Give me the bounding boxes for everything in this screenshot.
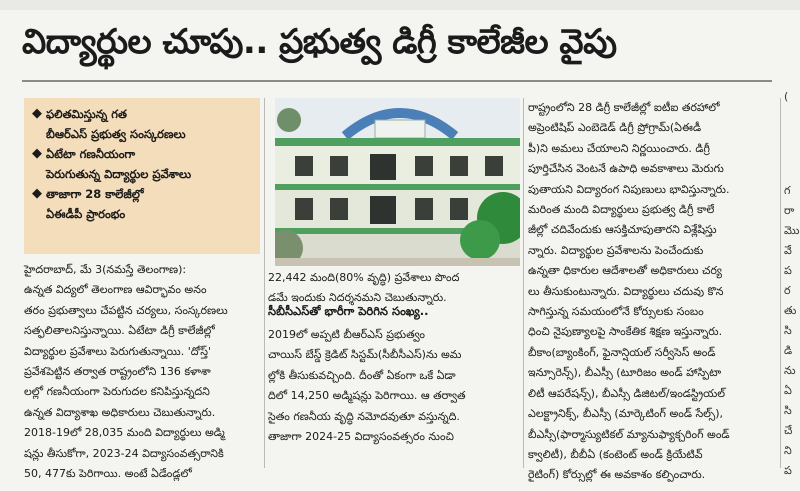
edge-glyph: సి xyxy=(784,404,792,417)
highlight-text: ఏటేటా గణనీయంగా పెరుగుతున్న విద్యార్థుల ప్రవేశాలు xyxy=(46,147,192,181)
article-column-1: హైదరాబాద్, మే 3(నమస్తే తెలంగాణ): ఉన్నత విద్యలో తెలంగాణ ఆవిర్భావం అనం తరం ప్రభుత్వాలు చేపట్టిన చర్యలు, సంస్కరణలు సత్ఫలితాలనిస్తున్నాయి. ఏటేటా డిగ్రీ కాలేజీల్లో విద్యార్థుల ప్రవేశాలు పెరుగుతున్నాయి. 'దోస్త్' ప్రవేశపెట్టిన తర్వాత రాష్ట్రంలోని 136 కళాశా లల్లో గణనీయంగా పెరుగుదల కనిపిస్తున్నదని ఉన్నత విద్యాశాఖ అధికారులు చెబుతున్నారు. 2018-19లో 28,035 మంది విద్యార్థులు అడ్మి షన్లు తీసుకోగా, 2023-24 విద్యాసంవత్సరానికి 50, 477కు పెరిగాయి. అంటే ఏడేండ్లలో xyxy=(24,263,228,481)
subheading: సీబీసీఎస్‌తో భారీగా పెరిగిన సంఖ్య.. xyxy=(268,304,429,318)
headline: విద్యార్థుల చూపు.. ప్రభుత్వ డిగ్రీ కాలేజీల వైపు xyxy=(22,22,617,62)
column-divider xyxy=(780,98,781,468)
highlight-item xyxy=(32,184,252,224)
edge-glyph: తు xyxy=(784,304,797,317)
bullet-icon: ◆ xyxy=(32,106,42,121)
edge-glyph: గ xyxy=(784,184,791,197)
building-illustration xyxy=(275,98,520,266)
edge-glyph: ర xyxy=(784,284,791,297)
edge-glyph: ఏ xyxy=(784,384,792,397)
edge-glyph: మొ xyxy=(784,224,800,237)
edge-glyph: ని xyxy=(784,444,792,457)
bullet-icon: ◆ xyxy=(32,146,42,161)
highlight-text: తాజాగా 28 కాలేజీల్లో ఏఈడీపీ ప్రారంభం xyxy=(46,187,144,221)
edge-glyph: ప xyxy=(784,264,792,277)
edge-glyph: వే xyxy=(784,244,792,257)
headline-rule xyxy=(22,80,772,82)
photo-caption: 22,442 మంది(80% వృద్ధి) ప్రవేశాలు పొంద డమే ఇందుకు నిదర్శనమని చెబుతున్నారు. xyxy=(268,271,460,305)
edge-glyph: చే xyxy=(784,424,793,437)
edge-glyph: డి xyxy=(784,344,793,357)
adjacent-article-edge xyxy=(784,70,800,480)
article-column-2: 2019లో అప్పటి బీఆర్ఎస్ ప్రభుత్వం చాయిస్ బేస్డ్ క్రెడిట్ సిస్టమ్(సీబీసీఎస్)ను అమ ల్లోకి తీసుకువచ్చింది. దీంతో ఏకంగా ఒకే ఏడా దిలో 14,250 అడ్మిషన్లు పెరిగాయి. ఆ తర్వాత సైతం గణనీయ వృద్ధి నమోదవుతూ వస్తున్నది. తాజాగా 2024-25 విద్యాసంవత్సరం నుంచి xyxy=(268,328,466,444)
edge-glyph: సి xyxy=(784,324,792,337)
top-strip xyxy=(0,0,800,10)
college-building-photo xyxy=(275,98,520,266)
column-divider xyxy=(264,98,265,468)
highlights-box xyxy=(24,98,260,254)
article-column-3: రాష్ట్రంలోని 28 డిగ్రీ కాలేజీల్లో ఐటీఐ తరహాలో అప్రెంటిషిప్ ఎంబెడెడ్ డిగ్రీ ప్రోగ్రామ్(ఏఈడీ పీ)ని అమలు చేయాలని నిర్ణయించారు. డిగ్రీ పూర్తిచేసిన వెంటనే ఉపాధి అవకాశాలు మెరుగు పుతాయని విద్యారంగ నిపుణులు భావిస్తున్నారు. మరింత మంది విద్యార్థులు ప్రభుత్వ డిగ్రీ కాలే జీల్లో చదివేందుకు ఆసక్తిచూపుతారని విశ్లేషిస్తు న్నారు. విద్యార్థుల ప్రవేశాలను పెంచేందుకు ఉన్నతా ధికారుల ఆదేశాలతో అధికారులు చర్య లు తీసుకుంటున్నారు. విద్యార్థులు చదువు కొన సాగిస్తున్న సమయంలోనే కోర్సులకు సంబం ధించి నైపుణ్యాలపై సాంకేతిక శిక్షణ ఇస్తున్నారు. బీకాం(బ్యాంకింగ్, ఫైనాన్షియల్ సర్వీసెస్ అండ్ ఇన్సూరెన్స్), బీఎస్సీ (టూరిజం అండ్ హాస్పిటా లిటీ ఆపరేషన్స్), బీఎస్సీ డిజిటల్/ఇండస్ట్రియల్ ఎలక్ట్రానిక్స్, బీఎస్సీ (మార్కెటింగ్ అండ్ సేల్స్), బీఎస్సీ(ఫార్మాస్యుటికల్ మ్యానుఫ్యాక్చరింగ్ అండ్ క్వాలిటీ), బీబీఏ (కంటెంట్ అండ్ క్రియేటివ్ రైటింగ్) కోర్సుల్లో ఈ అవకాశం కల్పించారు. xyxy=(528,101,730,482)
edge-glyph: ( xyxy=(784,90,789,103)
column-divider xyxy=(523,98,524,468)
highlight-item xyxy=(32,104,252,144)
edge-glyph: రా xyxy=(784,204,795,217)
bullet-icon: ◆ xyxy=(32,186,42,201)
highlight-item xyxy=(32,144,252,184)
edge-glyph: ను xyxy=(784,364,796,377)
highlight-text: ఫలితమిస్తున్న గత బీఆర్ఎస్ ప్రభుత్వ సంస్కరణలు xyxy=(46,107,186,141)
edge-glyph: ప xyxy=(784,464,792,477)
